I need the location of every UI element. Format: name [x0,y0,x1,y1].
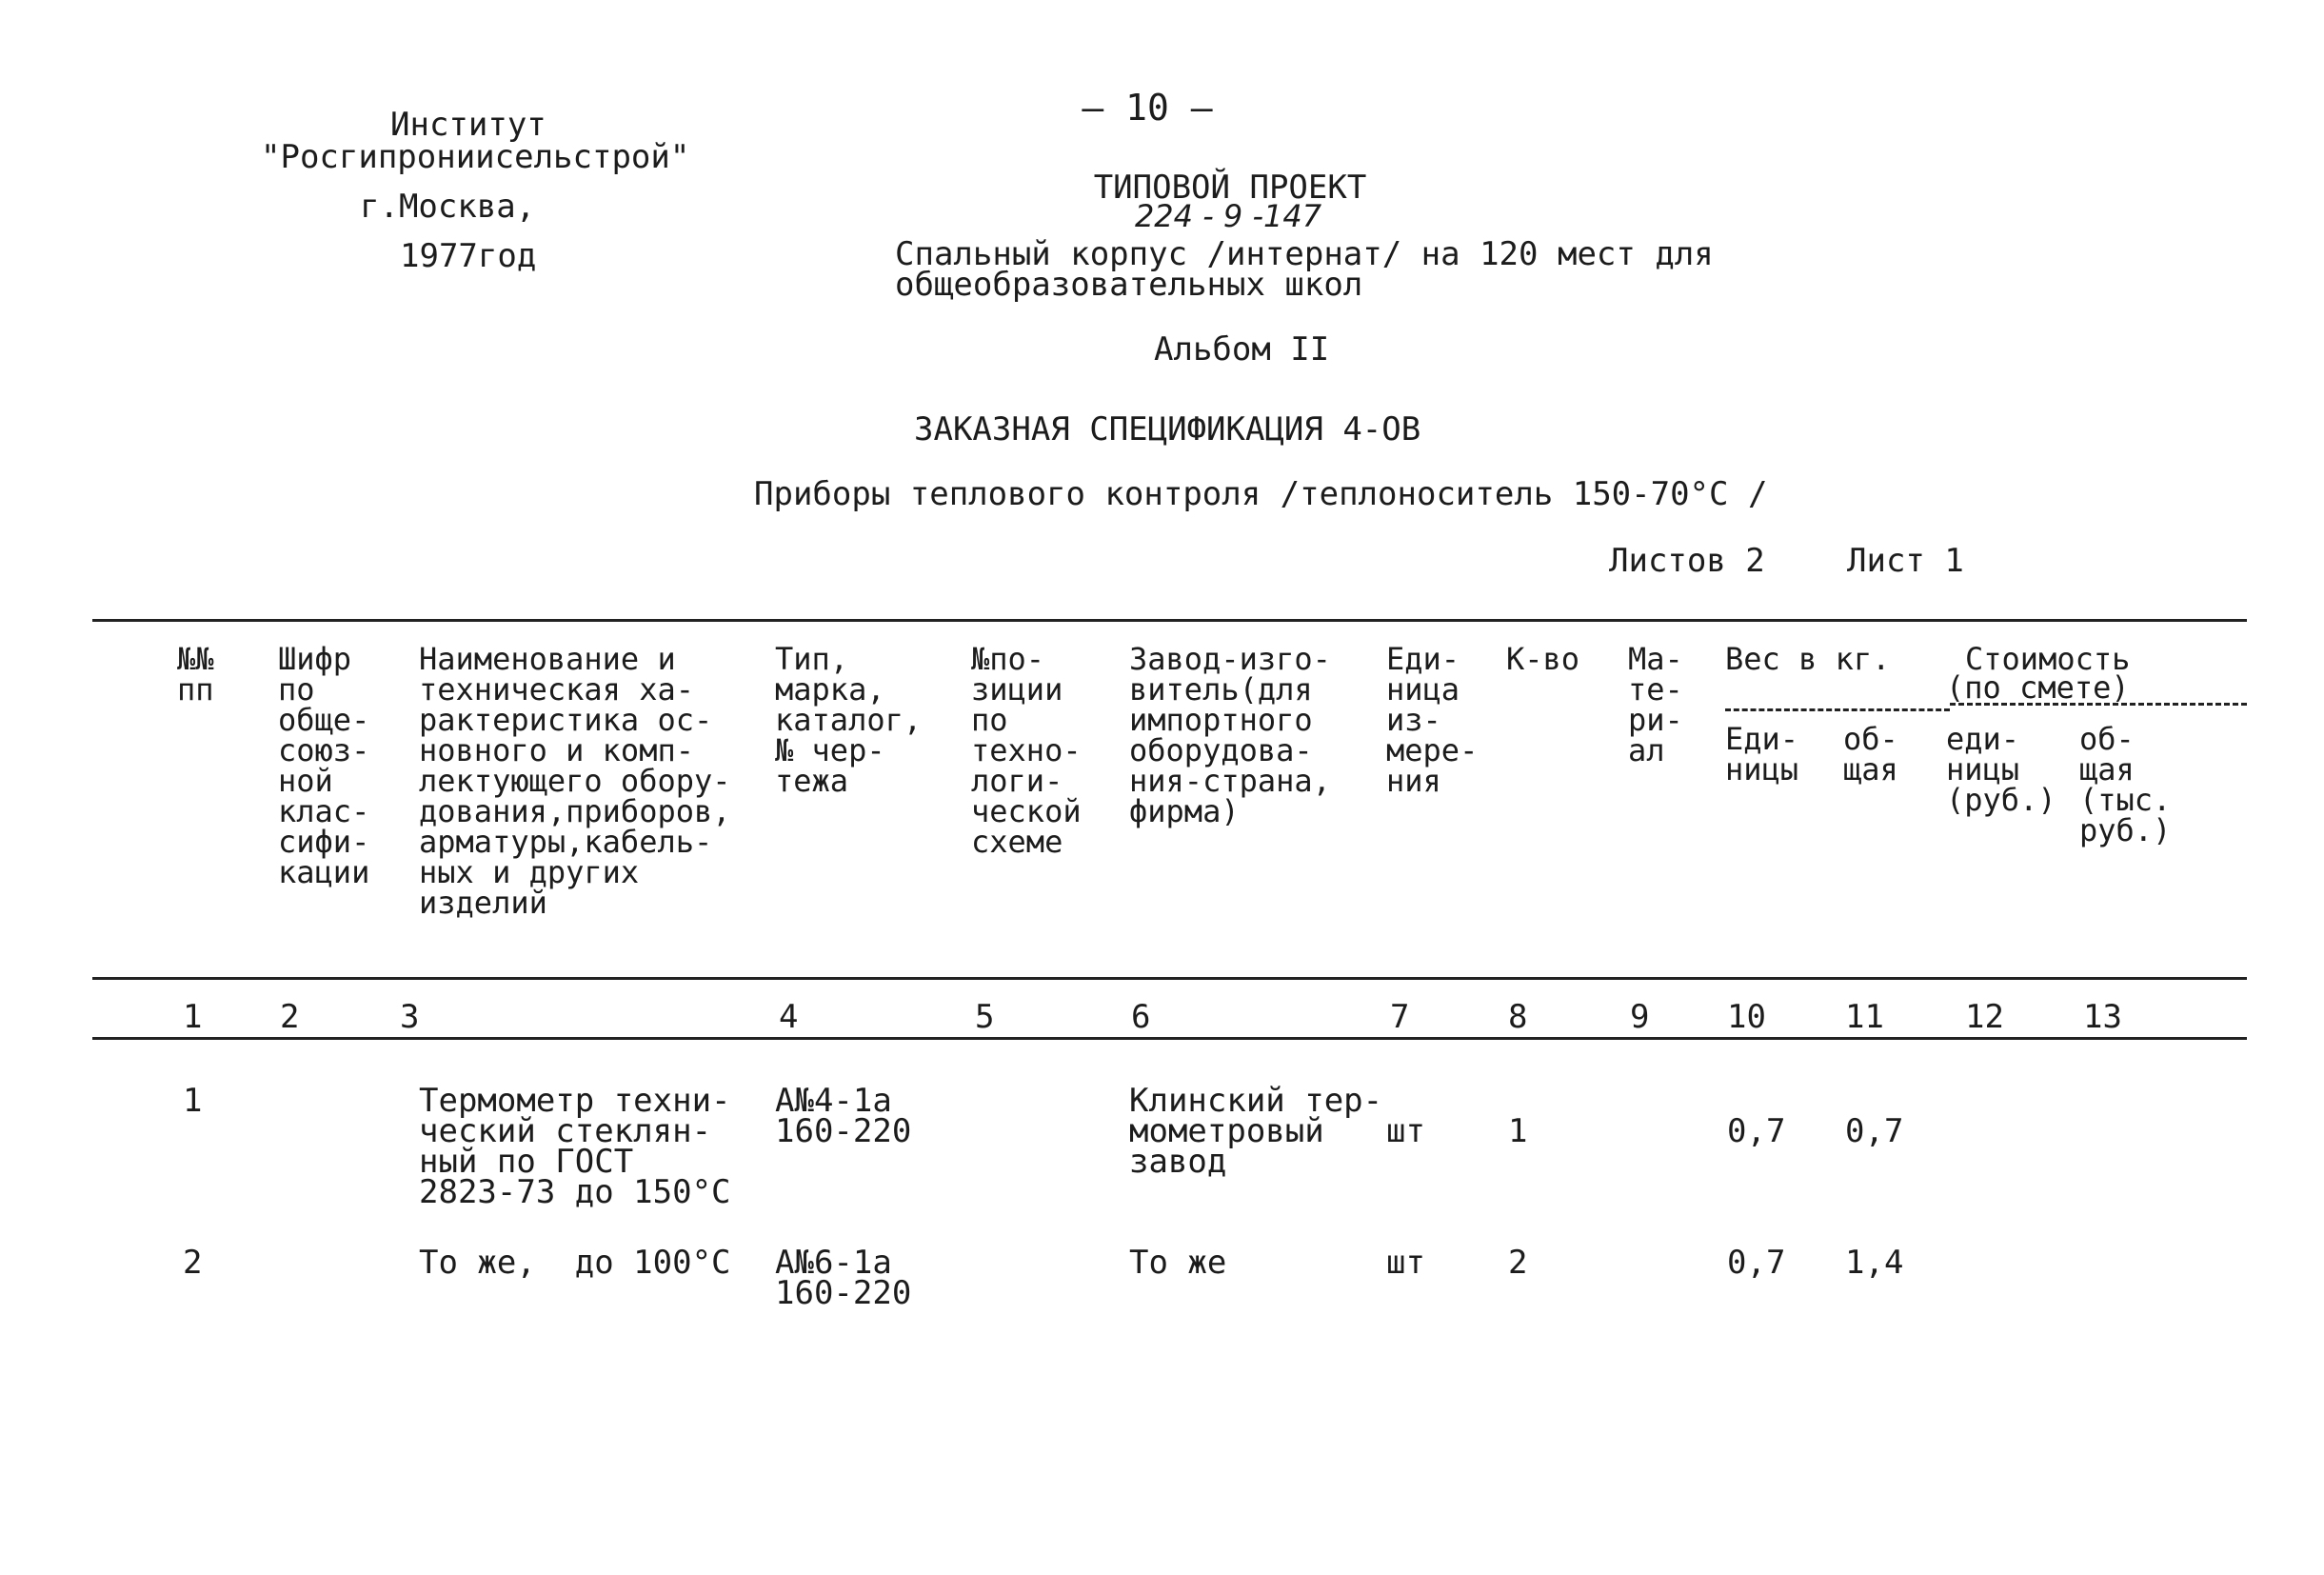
column-number: 13 [2083,998,2122,1036]
row-weight-unit: 0,7 [1727,1244,1786,1282]
album-label: Альбом II [1154,330,1330,369]
header-position: №по- зиции по техно- логи- ческой схеме [971,641,1082,860]
column-number: 5 [975,998,995,1036]
header-type-mark: Тип, марка, каталог, № чер- тежа [775,641,923,799]
spec-title: ЗАКАЗНАЯ СПЕЦИФИКАЦИЯ 4-ОВ [914,410,1421,449]
row-name: Термометр техни- ческий стеклян- ный по ГОСТ 2823-73 до 150°С [419,1082,731,1211]
institute-name-label: Институт [390,106,546,144]
row-weight-total: 0,7 [1845,1112,1904,1150]
page-number: — 10 — [1082,87,1213,129]
header-quantity: К-во [1506,641,1580,677]
row-number: 2 [183,1244,203,1282]
header-material: Ма- те- ри- ал [1628,641,1683,768]
row-manufacturer: То же [1129,1244,1227,1282]
column-number: 11 [1845,998,1884,1036]
column-number: 1 [183,998,203,1036]
column-number: 12 [1965,998,2004,1036]
row-type: А№6-1а 160-220 [775,1244,912,1312]
sheets-total: Листов 2 [1609,542,1765,580]
row-quantity: 1 [1508,1112,1528,1150]
header-weight-total: об- щая [1843,721,1898,788]
institute-year: 1977год [400,237,537,275]
header-unit: Еди- ница из- мере- ния [1386,641,1479,799]
row-manufacturer: Клинский тер- мометровый завод [1129,1082,1383,1181]
row-name: То же, до 100°С [419,1244,731,1282]
column-number: 9 [1630,998,1650,1036]
header-cost-total: об- щая (тыс. руб.) [2079,721,2172,848]
project-title-line1: Спальный корпус /интернат/ на 120 мест для [895,235,1714,273]
table-top-rule [92,619,2247,622]
institute-name: "Росгипрониисельстрой" [261,138,690,176]
header-classification-code: Шифр по обще- союз- ной клас- сифи- кации [278,641,370,890]
row-unit: шт [1386,1244,1425,1282]
row-type: А№4-1а 160-220 [775,1082,912,1150]
column-number: 4 [779,998,799,1036]
header-cost-unit: еди- ницы (руб.) [1946,721,2056,818]
project-title-line2: общеобразовательных школ [895,266,1363,304]
institute-city: г.Москва, [360,188,536,226]
column-number: 8 [1508,998,1528,1036]
header-row-number: №№ пп [177,641,214,708]
column-number: 2 [280,998,300,1036]
row-quantity: 2 [1508,1244,1528,1282]
column-number: 10 [1727,998,1766,1036]
header-weight-group: Вес в кг. [1725,641,1891,677]
header-weight-unit: Еди- ницы [1725,721,1799,788]
column-number: 6 [1131,998,1151,1036]
sheet-current: Лист 1 [1847,542,1964,580]
spec-subtitle: Приборы теплового контроля /теплоноситель 150-70°С / [754,475,1768,513]
project-code: 224 - 9 -147 [1134,198,1322,234]
row-weight-total: 1,4 [1845,1244,1904,1282]
table-numbers-rule [92,1037,2247,1040]
table-header-rule [92,977,2247,980]
header-name-description: Наименование и техническая ха- рактеристика ос- новного и комп- лектующего обору- дования,приборов, арматуры,кабель- ных и других изделий [419,641,731,921]
header-cost-group-sub: (по смете) [1946,669,2130,706]
header-manufacturer: Завод-изго- витель(для импортного оборудова- ния-страна, фирма) [1129,641,1331,829]
project-type-label: ТИПОВОЙ ПРОЕКТ [1093,169,1367,207]
row-number: 1 [183,1082,203,1120]
weight-group-divider [1725,708,1950,711]
column-number: 3 [400,998,420,1036]
row-unit: шт [1386,1112,1425,1150]
column-number: 7 [1390,998,1410,1036]
header-cost-group: Стоимость [1965,641,2131,677]
row-weight-unit: 0,7 [1727,1112,1786,1150]
